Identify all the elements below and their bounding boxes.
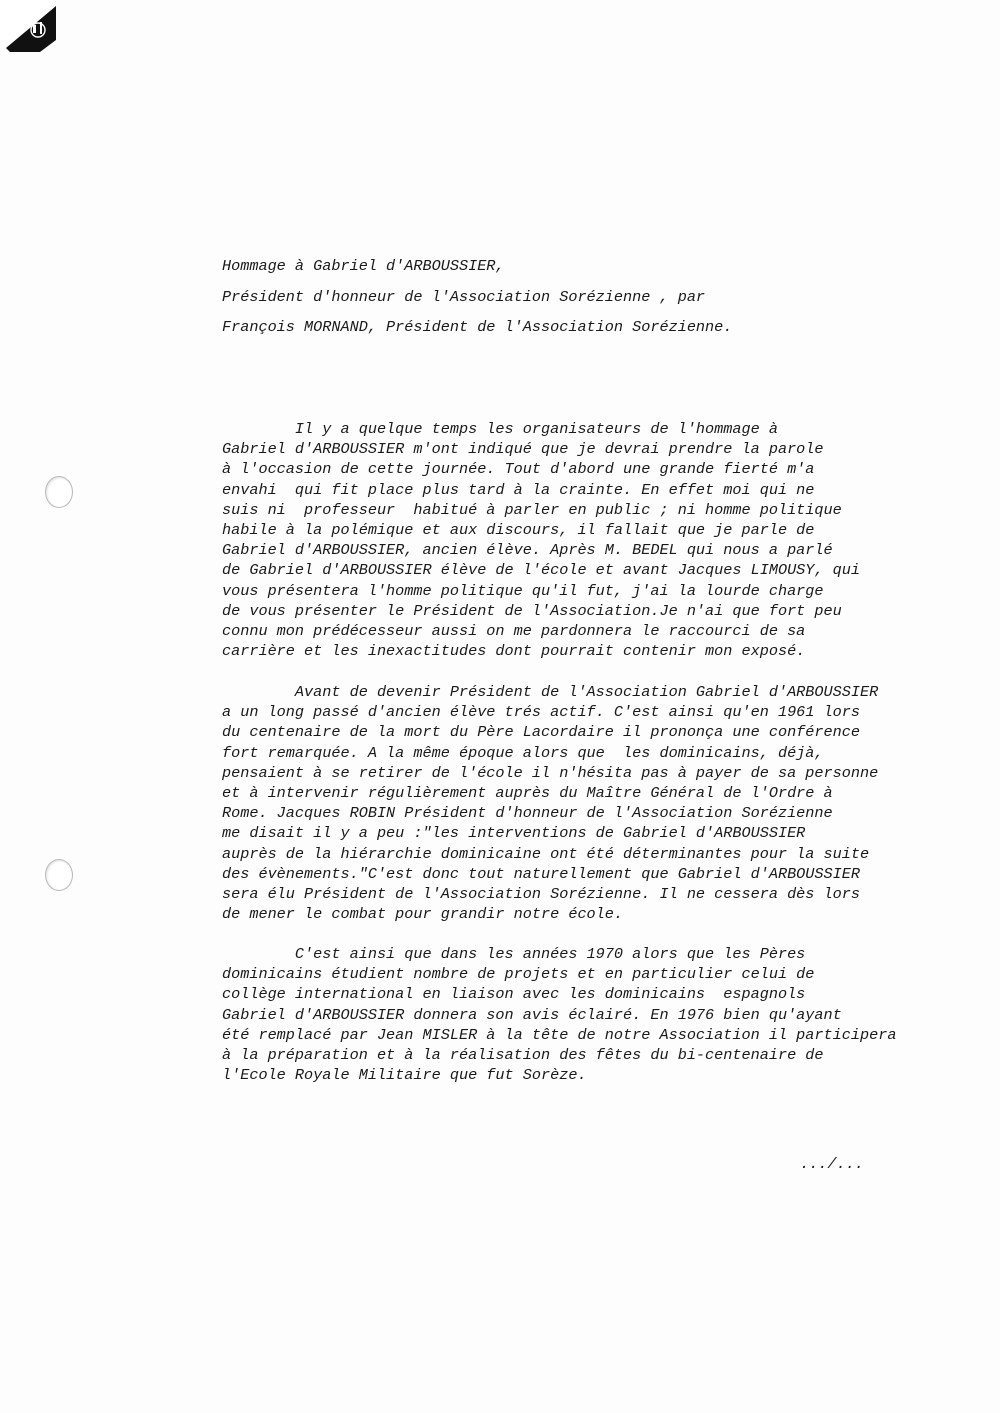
paragraph-3	[222, 944, 982, 1085]
text-line: des évènements."C'est donc tout naturellement que Gabriel d'ARBOUSSIER	[222, 864, 860, 883]
text-line: de vous présenter le Président de l'Association.Je n'ai que fort peu	[222, 601, 842, 620]
text-line: de Gabriel d'ARBOUSSIER élève de l'école et avant Jacques LIMOUSY, qui	[222, 561, 860, 580]
text-line: Il y a quelque temps les organisateurs de l'hommage à	[222, 420, 778, 438]
text-line: connu mon prédécesseur aussi on me pardonnera le raccourci de sa	[222, 621, 806, 640]
text-line: à la préparation et à la réalisation des fêtes du bi-centenaire de	[222, 1045, 824, 1064]
text-line: été remplacé par Jean MISLER à la tête de notre Association il participera	[222, 1025, 897, 1044]
text-line: Avant de devenir Président de l'Association Gabriel d'ARBOUSSIER	[222, 683, 879, 701]
text-line: et à intervenir régulièrement auprès du Maître Général de l'Ordre à	[222, 783, 833, 802]
text-line: Gabriel d'ARBOUSSIER m'ont indiqué que je devrai prendre la parole	[222, 440, 824, 459]
text-line: vous présentera l'homme politique qu'il fut, j'ai la lourde charge	[222, 581, 824, 600]
header-author-line: François MORNAND, Président de l'Association Sorézienne.	[222, 318, 733, 336]
document-header	[222, 256, 962, 348]
text-line: auprès de la hiérarchie dominicaine ont été déterminantes pour la suite	[222, 844, 870, 863]
text-line: de mener le combat pour grandir notre école.	[222, 905, 624, 924]
text-line: l'Ecole Royale Militaire que fut Sorèze.	[222, 1066, 587, 1085]
punch-hole-bottom	[45, 859, 73, 891]
header-title-line: Hommage à Gabriel d'ARBOUSSIER,	[222, 257, 505, 275]
text-line: me disait il y a peu :"les interventions de Gabriel d'ARBOUSSIER	[222, 824, 806, 843]
paragraph-1	[222, 419, 982, 661]
text-line: collège international en liaison avec les dominicains espagnols	[222, 985, 806, 1004]
text-line: a un long passé d'ancien élève trés actif. C'est ainsi qu'en 1961 lors	[222, 703, 860, 722]
text-line: suis ni professeur habitué à parler en public ; ni homme politique	[222, 500, 842, 519]
text-line: Gabriel d'ARBOUSSIER donnera son avis éclairé. En 1976 bien qu'ayant	[222, 1005, 842, 1024]
page-continuation-mark: .../...	[800, 1155, 864, 1173]
text-line: dominicains étudient nombre de projets et en particulier celui de	[222, 965, 815, 984]
text-line: envahi qui fit place plus tard à la crainte. En effet moi qui ne	[222, 480, 815, 499]
header-subtitle-line: Président d'honneur de l'Association Sorézienne , par	[222, 287, 706, 306]
text-line: Gabriel d'ARBOUSSIER, ancien élève. Après M. BEDEL qui nous a parlé	[222, 541, 833, 560]
text-line: C'est ainsi que dans les années 1970 alors que les Pères	[222, 945, 806, 963]
punch-hole-top	[45, 476, 73, 508]
text-line: carrière et les inexactitudes dont pourrait contenir mon exposé.	[222, 642, 806, 661]
text-line: pensaient à se retirer de l'école il n'hésita pas à payer de sa personne	[222, 763, 879, 782]
paragraph-2	[222, 682, 982, 924]
text-line: à l'occasion de cette journée. Tout d'abord une grande fierté m'a	[222, 460, 815, 479]
text-line: habile à la polémique et aux discours, il fallait que je parle de	[222, 520, 815, 539]
text-line: du centenaire de la mort du Père Lacordaire il prononça une conférence	[222, 723, 860, 742]
corner-stamp-logo	[0, 0, 56, 52]
text-line: fort remarquée. A la même époque alors que les dominicains, déjà,	[222, 743, 824, 762]
text-line: Rome. Jacques ROBIN Président d'honneur de l'Association Sorézienne	[222, 804, 833, 823]
text-line: sera élu Président de l'Association Sorézienne. Il ne cessera dès lors	[222, 884, 860, 903]
